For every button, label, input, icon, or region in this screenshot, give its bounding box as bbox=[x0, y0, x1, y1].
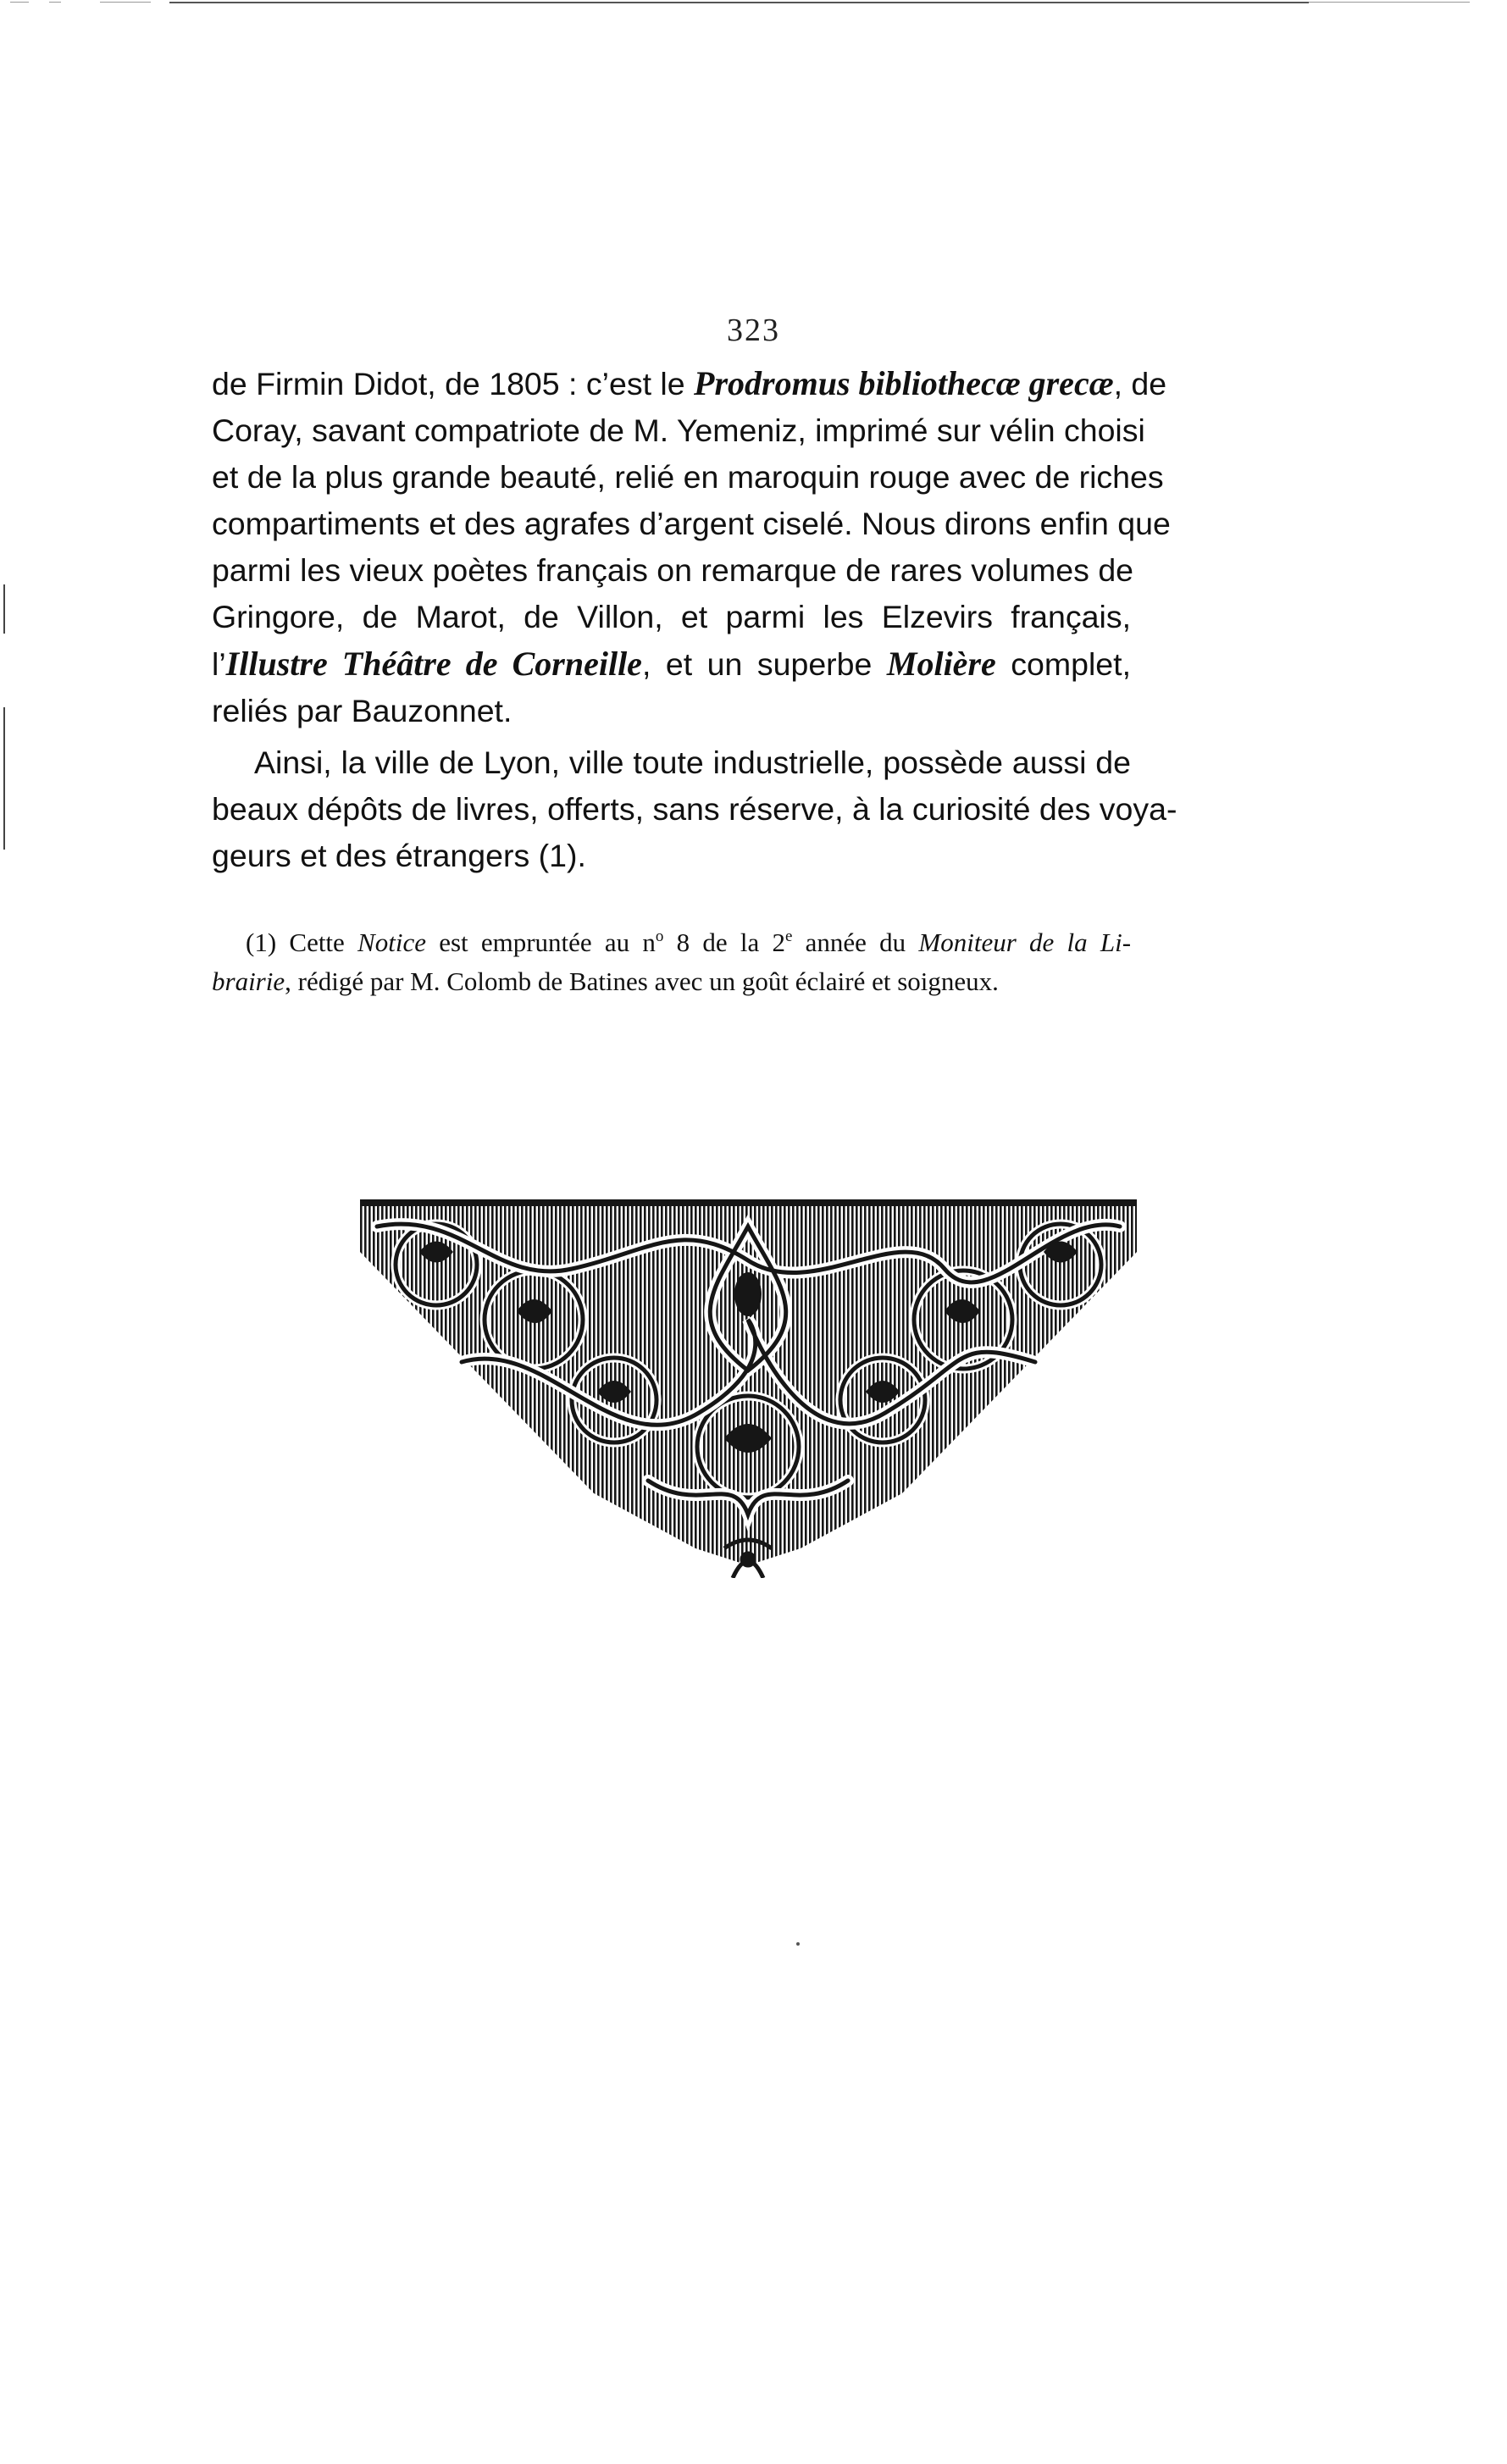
scan-speck bbox=[796, 1942, 800, 1946]
text-line: l’Illustre Théâtre de Corneille, et un superbe Molière complet, bbox=[212, 645, 1131, 683]
text-line: Gringore, de Marot, de Villon, et parmi les Elzevirs français, bbox=[212, 599, 1131, 634]
scan-top-rule-faint bbox=[1309, 2, 1470, 3]
text-line: Coray, savant compatriote de M. Yemeniz, imprimé sur vélin choisi bbox=[212, 413, 1145, 448]
book-title: Illustre Théâtre de Corneille bbox=[225, 645, 642, 683]
footnote-line: brairie, rédigé par M. Colomb de Batines avec un goût éclairé et soigneux. bbox=[212, 966, 999, 996]
scan-dash bbox=[10, 2, 29, 3]
main-text bbox=[212, 360, 1177, 879]
page-number: 323 bbox=[727, 313, 780, 348]
scan-top-rule bbox=[169, 2, 1309, 3]
scan-dash bbox=[100, 2, 151, 3]
text-line: reliés par Bauzonnet. bbox=[212, 693, 512, 728]
text-line: Ainsi, la ville de Lyon, ville toute industrielle, possède aussi de bbox=[254, 745, 1131, 780]
book-title: Molière bbox=[886, 645, 996, 683]
text-line: compartiments et des agrafes d’argent ciselé. Nous dirons enfin que bbox=[212, 506, 1171, 541]
scan-dash bbox=[49, 2, 61, 3]
text-line: beaux dépôts de livres, offerts, sans réserve, à la curiosité des voya- bbox=[212, 791, 1177, 827]
text-line: geurs et des étrangers (1). bbox=[212, 838, 586, 873]
arabesque-tailpiece-icon bbox=[360, 1193, 1137, 1578]
footnote bbox=[212, 923, 1131, 1001]
text-line: et de la plus grande beauté, relié en maroquin rouge avec de riches bbox=[212, 459, 1164, 495]
paragraph-2 bbox=[212, 739, 1177, 879]
footnote-marker: (1) bbox=[246, 927, 277, 957]
text-line: parmi les vieux poètes français on remarque de rares volumes de bbox=[212, 552, 1134, 588]
footnote-line: (1) Cette Notice est empruntée au $n^o$ 8 de la 2e année du Moniteur de la Li- bbox=[246, 927, 1132, 957]
book-title: Prodromus bibliothecæ grecæ bbox=[694, 364, 1114, 402]
scan-margin-mark bbox=[3, 707, 5, 850]
text-line: de Firmin Didot, de 1805 : c’est le Prodromus bibliothecæ grecæ, de bbox=[212, 364, 1167, 402]
scan-margin-mark bbox=[3, 584, 5, 634]
